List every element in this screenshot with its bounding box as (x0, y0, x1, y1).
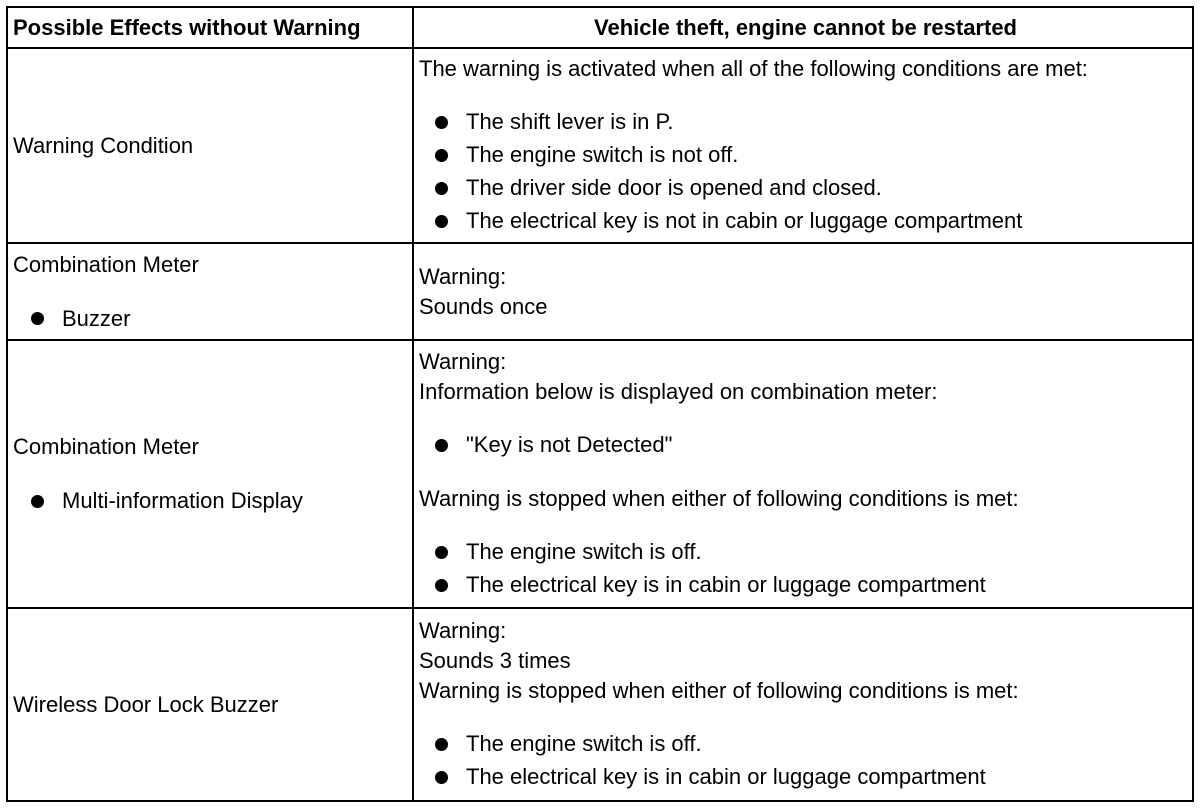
list-item: The engine switch is not off. (419, 139, 1192, 172)
table-header-row (7, 7, 1193, 48)
list-item: The shift lever is in P. (419, 106, 1192, 139)
bullet-dot-icon (435, 579, 448, 592)
table-row-buzzer (7, 243, 1193, 340)
list-item: The electrical key is not in cabin or luggage compartment (419, 205, 1192, 238)
bullet-dot-icon (31, 495, 44, 508)
stop-condition-text: Warning is stopped when either of following conditions is met: (419, 485, 1019, 511)
stop-condition-list (419, 536, 1192, 602)
row-label (7, 340, 413, 608)
list-item: The electrical key is in cabin or luggage compartment (419, 569, 1192, 602)
warning-spec-table (6, 6, 1194, 802)
display-message-list (419, 429, 1192, 462)
detail-line: Warning: (419, 348, 507, 374)
row-detail (413, 243, 1193, 340)
bullet-dot-icon (435, 546, 448, 559)
bullet-dot-icon (435, 771, 448, 784)
row-label (7, 243, 413, 340)
row-label (7, 48, 413, 243)
bullet-dot-icon (435, 182, 448, 195)
stop-condition-list (419, 728, 1192, 794)
bullet-dot-icon (435, 116, 448, 129)
table-row-wireless-door-lock-buzzer (7, 608, 1193, 801)
header-col2: Vehicle theft, engine cannot be restarted (413, 7, 1193, 48)
detail-line: Sounds 3 times (419, 647, 571, 673)
table-row-warning-condition (7, 48, 1193, 243)
bullet-dot-icon (435, 738, 448, 751)
intro-text: The warning is activated when all of the following conditions are met: (419, 55, 1088, 81)
row-label-text: Combination Meter (13, 434, 199, 459)
bullet-dot-icon (31, 312, 44, 325)
detail-line: Warning: (419, 263, 507, 289)
row-detail (413, 340, 1193, 608)
row-detail (413, 608, 1193, 801)
header-col1: Possible Effects without Warning (7, 7, 413, 48)
list-item: The electrical key is in cabin or luggage compartment (419, 761, 1192, 794)
list-item: The engine switch is off. (419, 728, 1192, 761)
detail-line: Warning: (419, 617, 507, 643)
row-label (7, 608, 413, 801)
list-item: "Key is not Detected" (419, 429, 1192, 462)
row-label-sub: Multi-information Display (13, 486, 412, 516)
detail-line: Information below is displayed on combination meter: (419, 378, 938, 404)
list-item: The driver side door is opened and closed. (419, 172, 1192, 205)
detail-line: Sounds once (419, 293, 548, 319)
row-label-text: Warning Condition (13, 132, 194, 158)
list-item: The engine switch is off. (419, 536, 1192, 569)
detail-line: Warning is stopped when either of following conditions is met: (419, 677, 1019, 703)
condition-list (419, 106, 1192, 238)
row-label-sub: Buzzer (13, 304, 412, 334)
table-row-multi-info-display (7, 340, 1193, 608)
row-detail (413, 48, 1193, 243)
bullet-dot-icon (435, 215, 448, 228)
row-label-text: Combination Meter (13, 251, 199, 277)
bullet-dot-icon (435, 149, 448, 162)
row-label-text: Wireless Door Lock Buzzer (13, 691, 279, 717)
bullet-dot-icon (435, 439, 448, 452)
